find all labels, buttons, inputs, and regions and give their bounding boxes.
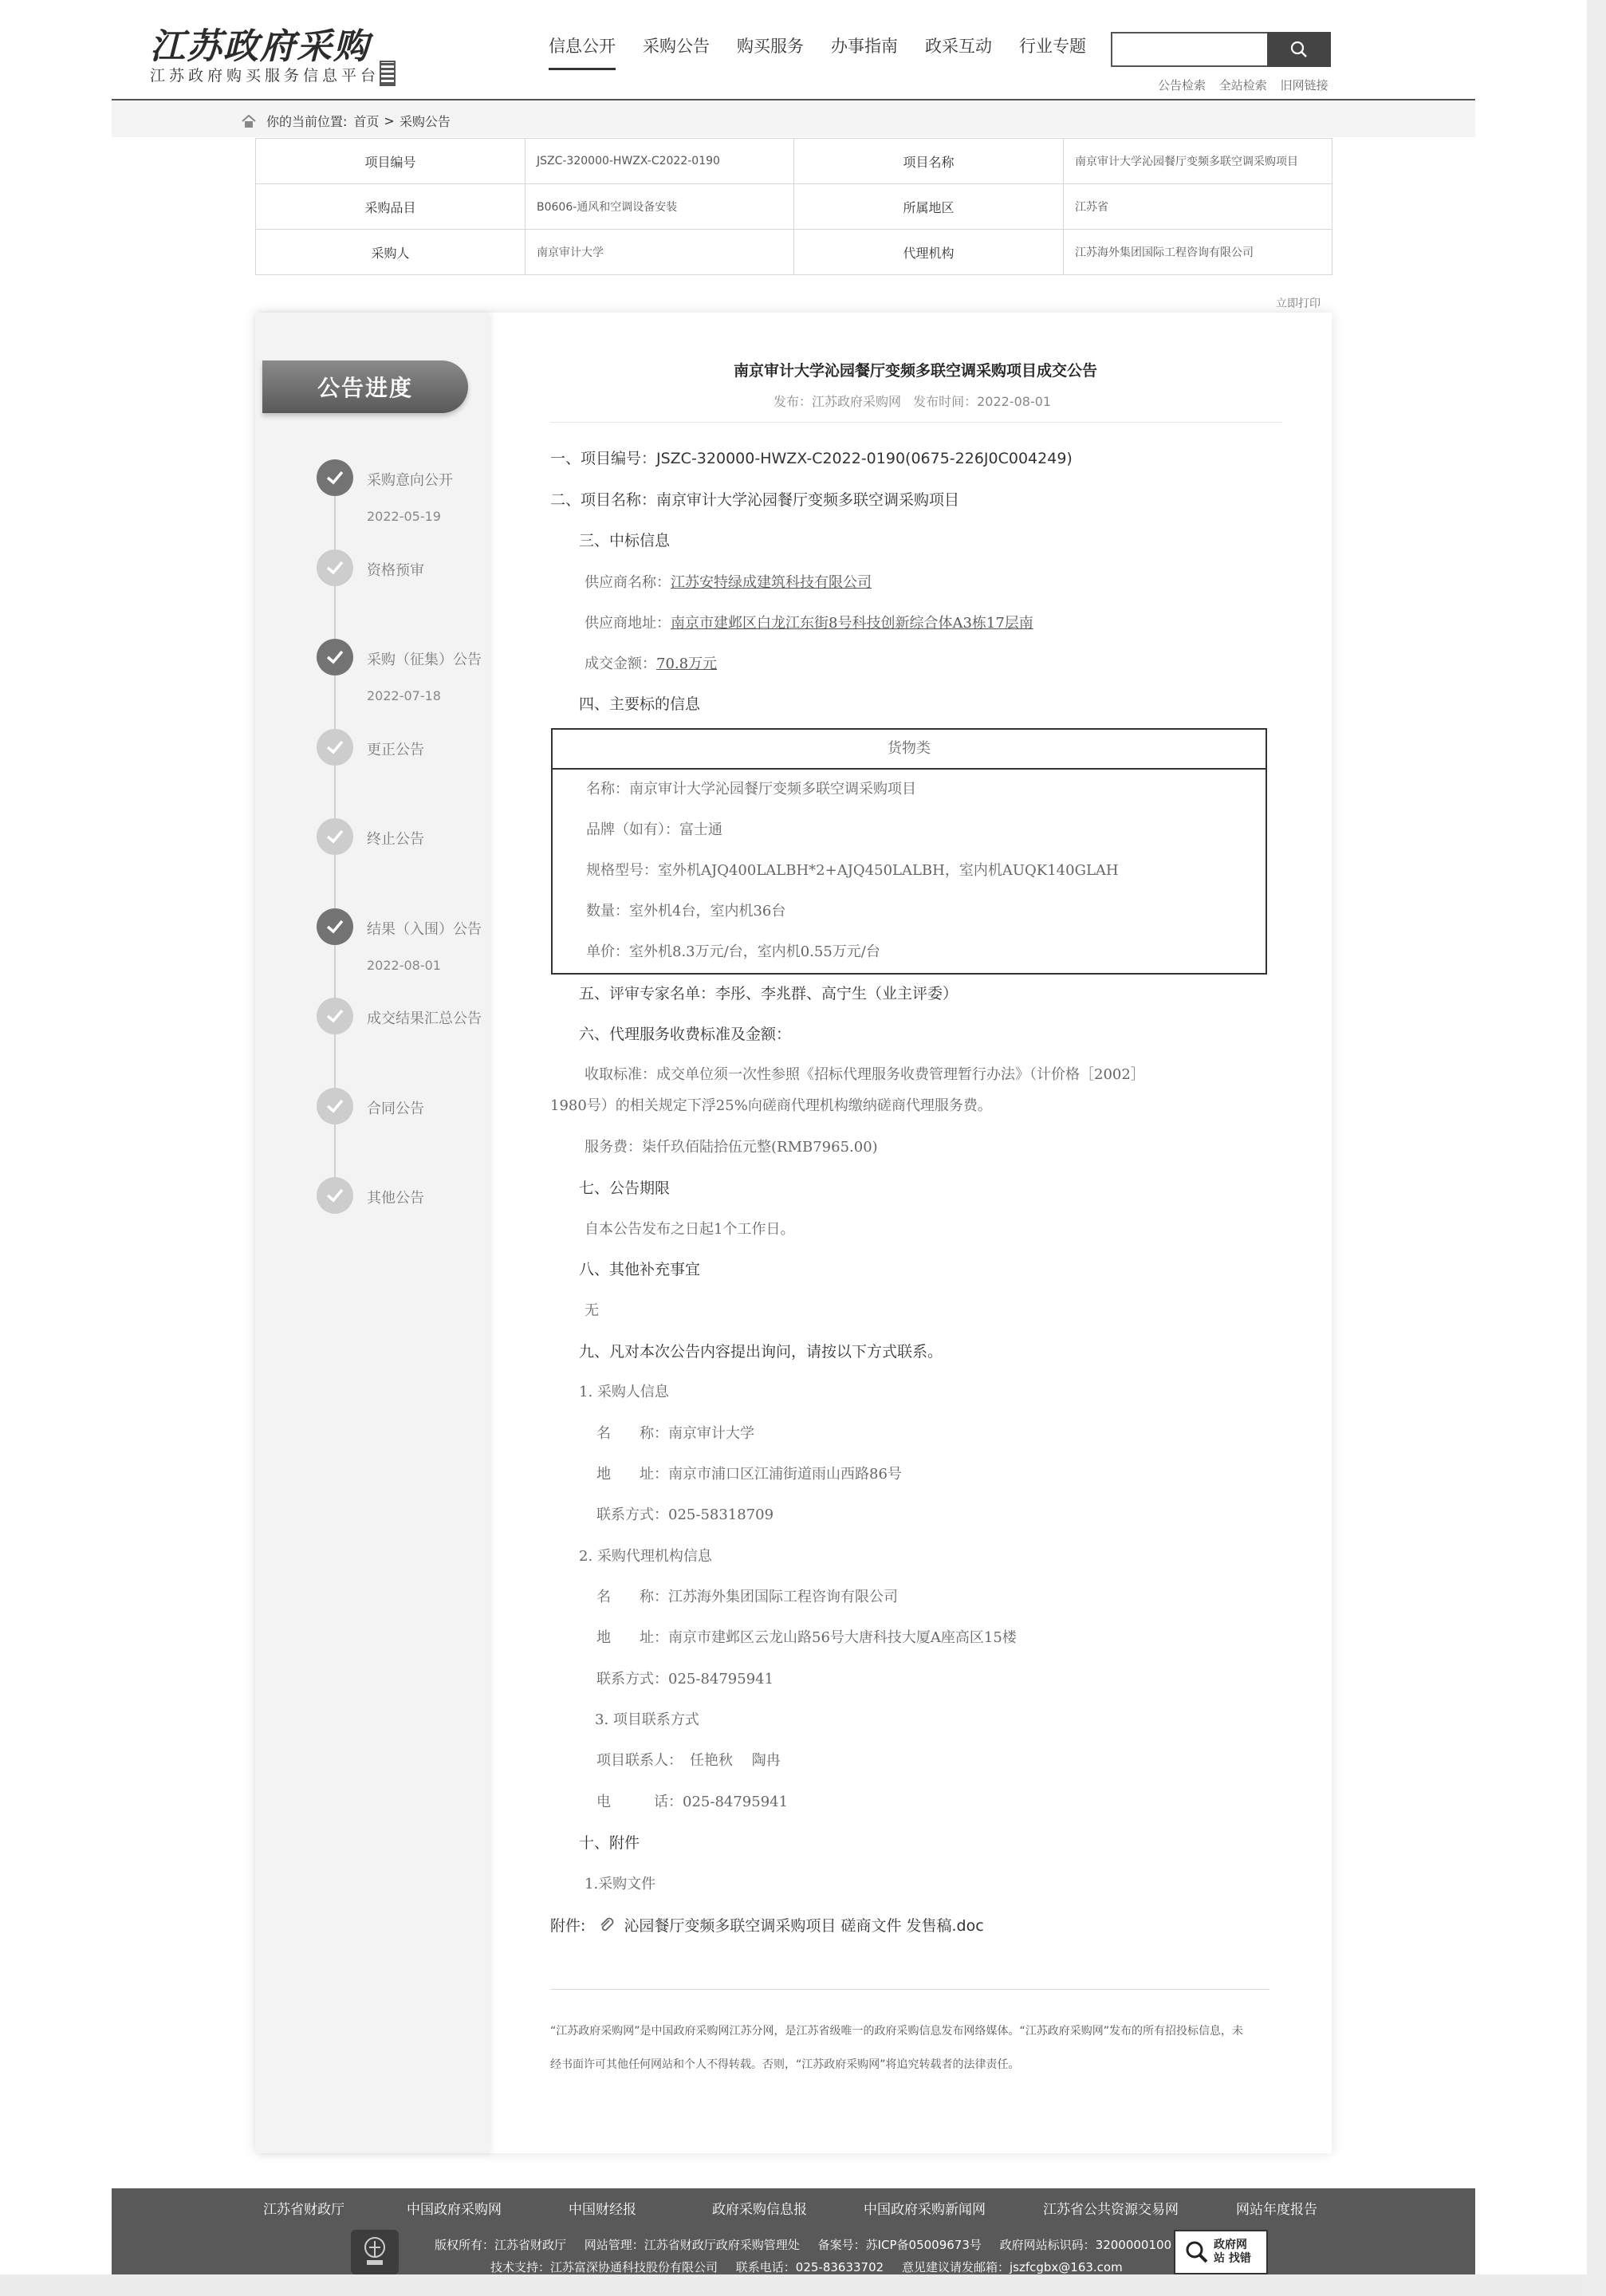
section-project-number: 一、项目编号：JSZC-320000-HWZX-C2022-0190(0675-226J0C004249)	[550, 450, 1073, 467]
footer-tech-support: 技术支持：江苏富深协通科技股份有限公司	[490, 2260, 718, 2274]
section-experts: 五、评审专家名单：李彤、李兆群、高宁生（业主评委）	[579, 985, 958, 1002]
footer-link-annual-report[interactable]: 网站年度报告	[1236, 2202, 1317, 2218]
table-value: B0606-通风和空调设备安装	[525, 184, 794, 230]
breadcrumb-current[interactable]: 采购公告	[399, 114, 451, 129]
buyer-contact: 联系方式：025-58318709	[596, 1506, 774, 1523]
attachment-label: 附件:	[550, 1917, 586, 1935]
goods-name: 名称：南京审计大学沁园餐厅变频多联空调采购项目	[586, 781, 916, 797]
check-icon	[317, 818, 353, 855]
other-matters-text: 无	[585, 1302, 599, 1319]
goods-brand: 品牌（如有）：富士通	[586, 821, 722, 838]
disclaimer-line2: 经书面许可其他任何网站和个人不得转载。否则，“江苏政府采购网”将追究转载者的法律责任。	[550, 2058, 1020, 2071]
supplier-address-value: 南京市建邺区白龙江东街8号科技创新综合体A3栋17层南	[671, 615, 1033, 632]
timeline-item-summary[interactable]: 成交结果汇总公告	[367, 1010, 482, 1027]
magnifier-icon	[1185, 2240, 1209, 2264]
table-key: 代理机构	[794, 230, 1064, 275]
nav-item-purchase-service[interactable]: 购买服务	[737, 37, 804, 56]
footer-link-procurement-info[interactable]: 政府采购信息报	[712, 2202, 807, 2218]
timeline-item-contract[interactable]: 合同公告	[367, 1101, 424, 1117]
gov-badge-text: 政府网站 找错	[1214, 2239, 1251, 2265]
table-row	[256, 139, 1332, 184]
goods-table-header: 货物类	[553, 730, 1266, 770]
timeline-item-procurement[interactable]: 采购（征集）公告	[367, 652, 482, 668]
home-icon	[241, 114, 257, 128]
section-agency-fee: 六、代理服务收费标准及金额：	[579, 1026, 792, 1043]
disclaimer-line1: “江苏政府采购网”是中国政府采购网江苏分网，是江苏省级唯一的政府采购信息发布网络媒体。“江苏政府采购网”发布的所有招投标信息，未	[550, 2025, 1244, 2038]
timeline-item-prequalification[interactable]: 资格预审	[367, 562, 424, 579]
right-scroll-strip	[1587, 0, 1606, 2296]
footer-link-procurement-news[interactable]: 中国政府采购新闻网	[864, 2202, 986, 2218]
timeline-item-intent[interactable]: 采购意向公开	[367, 472, 453, 489]
nav-item-industry-topics[interactable]: 行业专题	[1019, 37, 1086, 56]
article-title: 南京审计大学沁园餐厅变频多联空调采购项目成交公告	[734, 362, 1098, 380]
section-project-name: 二、项目名称：南京审计大学沁园餐厅变频多联空调采购项目	[550, 491, 960, 509]
main-nav	[549, 33, 1113, 70]
section-contact: 九、凡对本次公告内容提出询问，请按以下方式联系。	[579, 1343, 943, 1361]
footer-link-finance-news[interactable]: 中国财经报	[569, 2202, 636, 2218]
print-link[interactable]: 立即打印	[1276, 297, 1321, 310]
table-key: 所属地区	[794, 184, 1064, 230]
project-contact-person: 项目联系人： 任艳秋 陶冉	[596, 1752, 781, 1769]
supplier-address-label: 供应商地址：	[585, 615, 671, 632]
goods-unit-price: 单价：室外机8.3万元/台，室内机0.55万元/台	[586, 943, 880, 960]
table-key: 采购人	[256, 230, 525, 275]
buyer-address: 地 址：南京市浦口区江浦街道雨山西路86号	[596, 1466, 902, 1483]
footer-icp[interactable]: 备案号：苏ICP备05009673号	[817, 2238, 982, 2252]
breadcrumb	[241, 112, 451, 130]
table-key: 项目名称	[794, 139, 1064, 184]
service-fee: 服务费：柒仟玖佰陆拾伍元整(RMB7965.00)	[585, 1139, 878, 1156]
footer-copyright-owner: 版权所有：江苏省财政厅	[435, 2238, 567, 2252]
table-value: 江苏省	[1064, 184, 1332, 230]
announcement-search-link[interactable]: 公告检索	[1158, 78, 1206, 93]
deal-amount-label: 成交金额：	[585, 656, 656, 672]
agency-contact: 联系方式：025-84795941	[596, 1671, 774, 1688]
supplier-name	[585, 571, 872, 592]
table-row	[256, 184, 1332, 230]
table-value: JSZC-320000-HWZX-C2022-0190	[525, 139, 794, 184]
attachment-item: 1.采购文件	[585, 1876, 656, 1892]
divider	[550, 422, 1282, 423]
footer-link-public-resources[interactable]: 江苏省公共资源交易网	[1043, 2202, 1179, 2218]
footer-link-finance-dept[interactable]: 江苏省财政厅	[263, 2202, 344, 2218]
party-gov-badge[interactable]	[351, 2230, 399, 2274]
section-notice-period: 七、公告期限	[579, 1180, 671, 1197]
check-icon	[317, 549, 353, 586]
project-info-table	[255, 138, 1332, 275]
check-icon	[317, 908, 353, 945]
fee-standard-line1: 收取标准：成交单位须一次性参照《招标代理服务收费管理暂行办法》（计价格［2002］	[585, 1066, 1145, 1083]
timeline-date: 2022-08-01	[367, 958, 441, 973]
section-attachments: 十、附件	[579, 1834, 640, 1852]
logo-sub-text: 江苏政府购买服务信息平台	[150, 67, 380, 85]
check-icon	[317, 729, 353, 766]
footer-copyright	[435, 2236, 1186, 2253]
old-site-link[interactable]: 旧网链接	[1280, 78, 1328, 93]
paperclip-icon	[598, 1916, 616, 1934]
footer-site-manager: 网站管理：江苏省财政厅政府采购管理处	[584, 2238, 800, 2252]
goods-quantity: 数量：室外机4台，室内机36台	[586, 903, 786, 920]
section-main-items: 四、主要标的信息	[579, 695, 701, 713]
gov-site-error-badge[interactable]	[1174, 2230, 1268, 2274]
timeline-item-result[interactable]: 结果（入围）公告	[367, 921, 482, 938]
notice-period-text: 自本公告发布之日起1个工作日。	[585, 1221, 795, 1238]
section-other-matters: 八、其他补充事宜	[579, 1261, 701, 1278]
deal-amount-value: 70.8万元	[656, 656, 718, 672]
footer-email[interactable]: 意见建议请发邮箱：jszfcgbx@163.com	[901, 2260, 1123, 2274]
check-icon	[317, 1088, 353, 1124]
timeline-item-correction[interactable]: 更正公告	[367, 742, 424, 758]
table-key: 项目编号	[256, 139, 525, 184]
attachment-file-link[interactable]: 沁园餐厅变频多联空调采购项目 磋商文件 发售稿.doc	[624, 1917, 984, 1935]
nav-item-guide[interactable]: 办事指南	[831, 37, 898, 56]
table-value: 南京审计大学	[525, 230, 794, 275]
progress-sidebar	[255, 313, 489, 2153]
table-row	[256, 230, 1332, 275]
agency-name: 名 称：江苏海外集团国际工程咨询有限公司	[596, 1589, 898, 1605]
check-icon	[317, 459, 353, 496]
search-button[interactable]	[1267, 32, 1331, 67]
buyer-info-heading: 1. 采购人信息	[579, 1384, 669, 1400]
search-input[interactable]	[1111, 32, 1267, 67]
table-key: 采购品目	[256, 184, 525, 230]
nav-item-info-public[interactable]: 信息公开	[549, 33, 616, 70]
check-icon	[317, 998, 353, 1034]
supplier-address	[585, 612, 1033, 632]
article-pubtime: 发布时间：2022-08-01	[913, 394, 1052, 409]
logo-main-text: 江苏政府采购	[150, 26, 370, 67]
search-icon	[1289, 40, 1309, 59]
fee-standard-line2: 1980号）的相关规定下浮25%向磋商代理机构缴纳磋商代理服务费。	[550, 1097, 992, 1114]
breadcrumb-separator: >	[384, 113, 395, 128]
footer-site-code: 政府网站标识码：3200000100	[999, 2238, 1172, 2252]
goods-table	[551, 728, 1267, 975]
deal-amount	[585, 652, 717, 673]
footer-link-ccgp[interactable]: 中国政府采购网	[407, 2202, 502, 2218]
article-meta	[773, 392, 1059, 410]
party-gov-badge-icon	[362, 2236, 388, 2268]
check-icon	[317, 1177, 353, 1214]
nav-item-interaction[interactable]: 政采互动	[925, 37, 992, 56]
section-award-info: 三、中标信息	[579, 532, 671, 549]
bottom-strip	[0, 2274, 1587, 2296]
qr-code-icon	[380, 61, 396, 86]
buyer-name: 名 称：南京审计大学	[596, 1425, 754, 1442]
site-search-link[interactable]: 全站检索	[1218, 78, 1267, 93]
timeline-item-other[interactable]: 其他公告	[367, 1190, 424, 1207]
table-value: 江苏海外集团国际工程咨询有限公司	[1064, 230, 1332, 275]
timeline-date: 2022-05-19	[367, 509, 441, 524]
article-publisher: 发布：江苏政府采购网	[773, 394, 902, 409]
attachment-row	[550, 1914, 984, 1936]
footer-phone: 联系电话：025-83633702	[735, 2260, 884, 2274]
agency-info-heading: 2. 采购代理机构信息	[579, 1548, 712, 1565]
table-value: 南京审计大学沁园餐厅变频多联空调采购项目	[1064, 139, 1332, 184]
timeline-date: 2022-07-18	[367, 688, 441, 703]
nav-item-procurement-notice[interactable]: 采购公告	[643, 37, 710, 56]
site-logo[interactable]	[150, 18, 389, 89]
search-links	[1148, 77, 1328, 93]
footer-support	[490, 2259, 1137, 2275]
project-contact-phone: 电 话：025-84795941	[596, 1794, 789, 1810]
supplier-name-label: 供应商名称：	[585, 574, 671, 591]
goods-model: 规格型号：室外机AJQ400LALBH*2+AJQ450LALBH，室内机AUQK140GLAH	[586, 862, 1119, 879]
supplier-name-value: 江苏安特绿成建筑科技有限公司	[671, 574, 872, 591]
timeline-item-termination[interactable]: 终止公告	[367, 831, 424, 848]
breadcrumb-prefix: 你的当前位置:	[266, 114, 348, 129]
progress-title: 公告进度	[262, 360, 468, 413]
check-icon	[317, 639, 353, 675]
breadcrumb-home[interactable]: 首页	[353, 114, 380, 129]
agency-address: 地 址：南京市建邺区云龙山路56号大唐科技大厦A座高区15楼	[596, 1629, 1017, 1646]
divider	[550, 1989, 1269, 1990]
project-contact-heading: 3. 项目联系方式	[595, 1711, 699, 1728]
